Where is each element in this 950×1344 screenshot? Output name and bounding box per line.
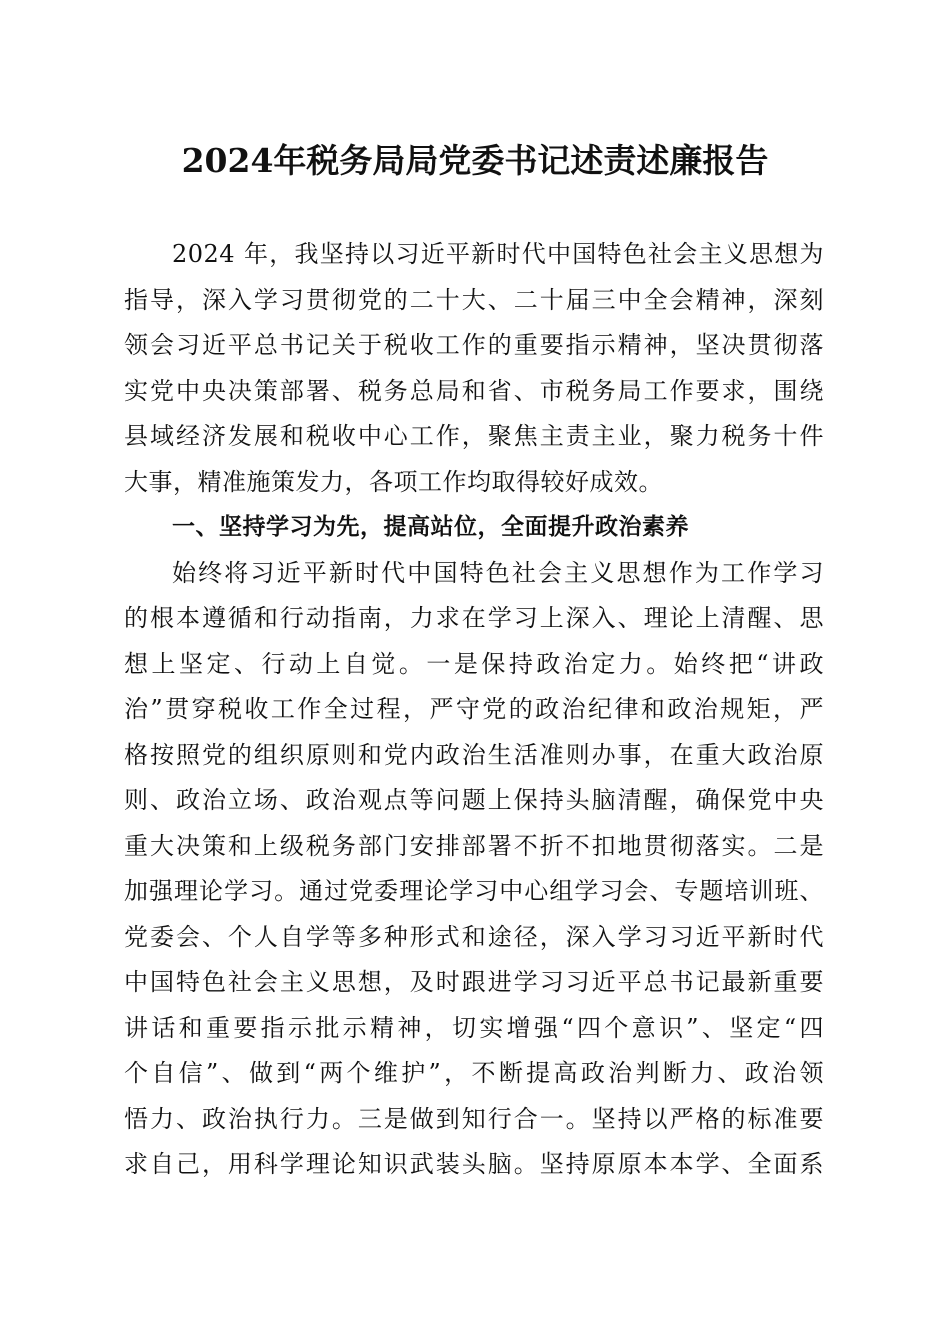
paragraph-line: 党委会、个人自学等多种形式和途径，深入学习习近平新时代 (124, 922, 824, 951)
document-body (124, 232, 824, 1188)
paragraph-line: 则、政治立场、政治观点等问题上保持头脑清醒，确保党中央 (124, 786, 824, 814)
paragraph-line: 讲话和重要指示批示精神，切实增强“四个意识”、坚定“四 (124, 1013, 824, 1042)
paragraph-line: 大事，精准施策发力，各项工作均取得较好成效。 (124, 467, 663, 496)
paragraph-line: 中国特色社会主义思想，及时跟进学习习近平总书记最新重要 (124, 968, 824, 996)
paragraph-line: 悟力、政治执行力。三是做到知行合一。坚持以严格的标准要 (124, 1104, 824, 1133)
document-title: 2024年税务局局党委书记述责述廉报告 (181, 141, 769, 180)
paragraph-line: 求自己，用科学理论知识武装头脑。坚持原原本本学、全面系 (124, 1150, 824, 1178)
paragraph-line: 始终将习近平新时代中国特色社会主义思想作为工作学习 (172, 558, 824, 587)
paragraph-line: 2024 年，我坚持以习近平新时代中国特色社会主义思想为 (172, 240, 824, 268)
section-heading: 一、坚持学习为先，提高站位，全面提升政治素养 (172, 514, 689, 540)
paragraph-line: 个自信”、做到“两个维护”，不断提高政治判断力、政治领 (124, 1059, 824, 1087)
paragraph-line: 格按照党的组织原则和党内政治生活准则办事，在重大政治原 (124, 740, 824, 769)
paragraph-line: 指导，深入学习贯彻党的二十大、二十届三中全会精神，深刻 (124, 285, 824, 314)
paragraph-line: 实党中央决策部署、税务总局和省、市税务局工作要求，围绕 (124, 376, 824, 405)
paragraph-line: 想上坚定、行动上自觉。一是保持政治定力。始终把“讲政 (124, 649, 824, 678)
paragraph-line: 领会习近平总书记关于税收工作的重要指示精神，坚决贯彻落 (124, 331, 824, 359)
paragraph-line: 重大决策和上级税务部门安排部署不折不扣地贯彻落实。二是 (124, 831, 824, 860)
paragraph-line: 治”贯穿税收工作全过程，严守党的政治纪律和政治规矩，严 (124, 695, 824, 723)
paragraph-line: 加强理论学习。通过党委理论学习中心组学习会、专题培训班、 (124, 877, 824, 905)
paragraph-line: 的根本遵循和行动指南，力求在学习上深入、理论上清醒、思 (124, 604, 824, 632)
paragraph-line: 县域经济发展和税收中心工作，聚焦主责主业，聚力税务十件 (124, 422, 824, 450)
